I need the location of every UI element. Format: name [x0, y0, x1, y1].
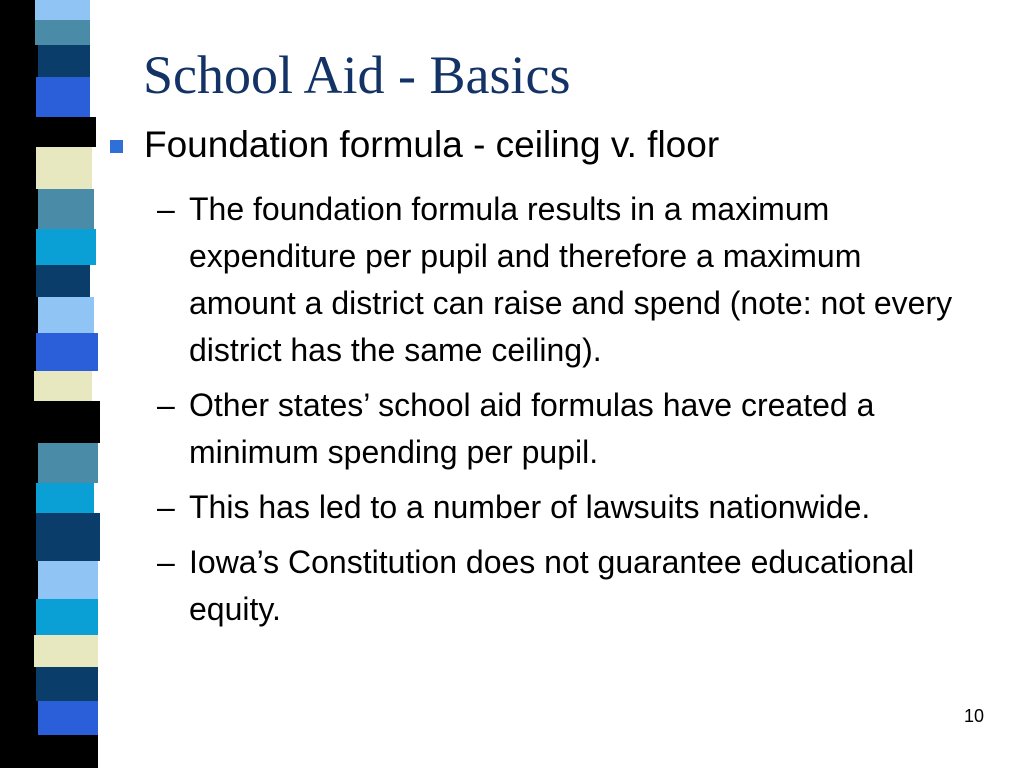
stripe-block [0, 117, 34, 147]
stripe-block [36, 483, 94, 513]
stripe-block [0, 667, 36, 701]
stripe-band [0, 401, 120, 443]
slide-title: School Aid - Basics [143, 45, 571, 105]
stripe-block [36, 333, 98, 371]
stripe-band [0, 265, 120, 297]
stripe-band [0, 117, 120, 147]
stripe-block [0, 561, 38, 599]
stripe-block [0, 599, 36, 635]
stripe-band [0, 443, 120, 483]
stripe-band [0, 189, 120, 229]
square-bullet-icon [110, 140, 123, 153]
stripe-band [0, 635, 120, 667]
stripe-block [0, 45, 38, 77]
stripe-block [38, 701, 98, 735]
stripe-band [0, 735, 120, 768]
stripe-block [0, 333, 36, 371]
stripe-block [34, 371, 92, 401]
stripe-block [0, 20, 35, 45]
stripe-block [35, 0, 90, 20]
stripe-block [0, 483, 36, 513]
stripe-block [36, 147, 92, 189]
stripe-block [0, 0, 35, 20]
stripe-block [0, 147, 36, 189]
stripe-block [38, 443, 98, 483]
stripe-block [36, 735, 98, 768]
stripe-band [0, 147, 120, 189]
stripe-block [38, 297, 94, 333]
stripe-block [0, 265, 36, 297]
stripe-band [0, 371, 120, 401]
stripe-block [34, 117, 96, 147]
stripe-block [0, 189, 38, 229]
stripe-block [0, 513, 36, 561]
stripe-block [36, 599, 98, 635]
stripe-block [35, 20, 90, 45]
sub-bullet-list [157, 186, 967, 641]
stripe-block [0, 701, 38, 735]
stripe-block [0, 77, 36, 117]
main-bullet-text: Foundation formula - ceiling v. floor [144, 124, 720, 165]
sub-bullet-item [157, 484, 967, 531]
stripe-block [36, 401, 100, 443]
dash-marker: – [157, 489, 175, 525]
dash-marker: – [157, 544, 175, 580]
stripe-block [36, 77, 90, 117]
stripe-block [38, 189, 94, 229]
stripe-band [0, 0, 120, 20]
sub-bullet-text: This has led to a number of lawsuits nationwide. [189, 489, 871, 525]
stripe-band [0, 599, 120, 635]
stripe-block [34, 635, 98, 667]
stripe-block [0, 635, 34, 667]
stripe-band [0, 297, 120, 333]
stripe-block [36, 667, 98, 701]
stripe-block [0, 443, 38, 483]
stripe-block [0, 371, 34, 401]
stripe-band [0, 77, 120, 117]
dash-marker: – [157, 387, 175, 423]
stripe-block [0, 229, 36, 265]
stripe-band [0, 667, 120, 701]
stripe-band [0, 513, 120, 561]
dash-marker: – [157, 191, 175, 227]
stripe-block [0, 735, 36, 768]
stripe-block [0, 401, 36, 443]
stripe-band [0, 333, 120, 371]
sub-bullet-text: The foundation formula results in a maximum expenditure per pupil and therefore a maximum amount a district can raise and spend (note: not every district has the same ceiling). [189, 191, 953, 368]
stripe-band [0, 20, 120, 45]
sub-bullet-item [157, 382, 967, 476]
stripe-block [36, 513, 100, 561]
page-number: 10 [964, 706, 985, 726]
decorative-stripe-column [0, 0, 120, 768]
stripe-block [36, 229, 96, 265]
stripe-band [0, 561, 120, 599]
sub-bullet-text: Other states’ school aid formulas have created a minimum spending per pupil. [189, 387, 875, 470]
stripe-block [38, 561, 98, 599]
stripe-band [0, 229, 120, 265]
sub-bullet-text: Iowa’s Constitution does not guarantee educational equity. [189, 544, 915, 627]
stripe-block [0, 297, 38, 333]
stripe-band [0, 45, 120, 77]
stripe-band [0, 483, 120, 513]
stripe-band [0, 701, 120, 735]
stripe-block [36, 265, 90, 297]
sub-bullet-item [157, 539, 967, 633]
stripe-block [38, 45, 90, 77]
sub-bullet-item [157, 186, 967, 374]
